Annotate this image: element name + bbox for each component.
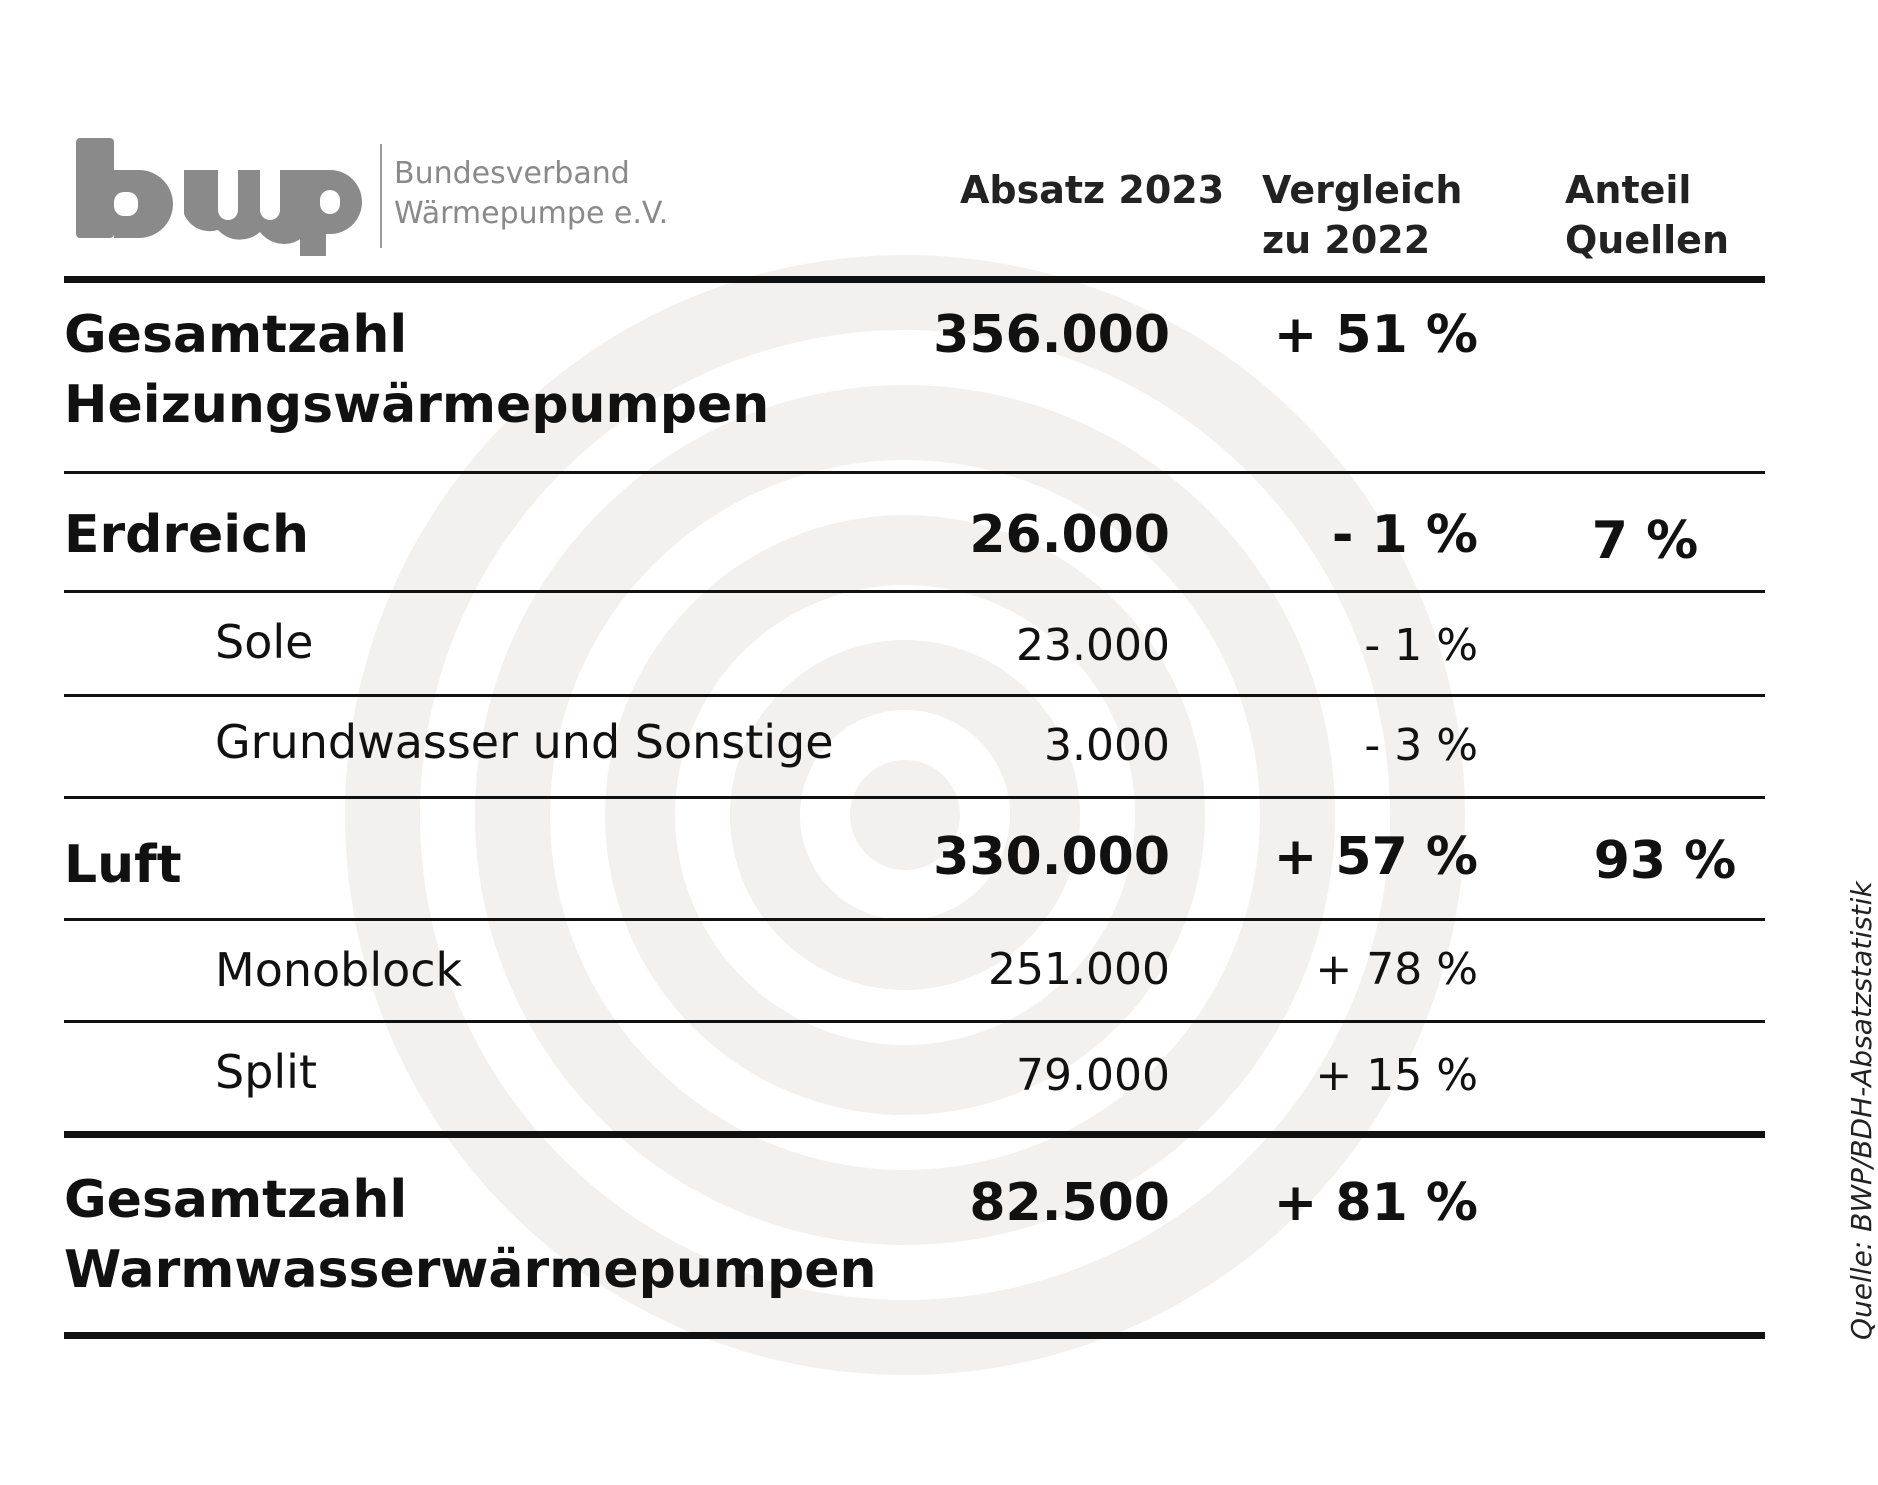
rule-after-total-heating <box>64 471 1765 474</box>
row-split-change: + 15 % <box>1315 1050 1478 1101</box>
row-sole-sales: 23.000 <box>1016 620 1170 671</box>
row-total-hotwater-label-line2: Warmwasserwärmepumpen <box>64 1240 877 1300</box>
header-comparison-line1: Vergleich <box>1262 168 1463 212</box>
row-split-sales: 79.000 <box>1016 1050 1170 1101</box>
row-sole-change: - 1 % <box>1364 620 1478 671</box>
rule-after-grundwasser <box>64 796 1765 799</box>
logo-line1: Bundesverband <box>394 156 630 191</box>
row-luft-label: Luft <box>64 835 182 895</box>
header-comparison-line2: zu 2022 <box>1262 218 1431 262</box>
row-luft-change: + 57 % <box>1273 827 1478 887</box>
row-grundwasser-change: - 3 % <box>1364 720 1478 771</box>
row-sole-label: Sole <box>215 615 314 669</box>
row-monoblock-change: + 78 % <box>1315 944 1478 995</box>
rule-after-erdreich <box>64 590 1765 593</box>
header-comparison <box>1262 165 1462 265</box>
rule-after-sole <box>64 694 1765 697</box>
logo-line2: Wärmepumpe e.V. <box>394 196 669 231</box>
header-share <box>1565 165 1729 265</box>
header-share-line1: Anteil <box>1565 168 1692 212</box>
row-total-heating-label <box>64 300 769 440</box>
row-total-hotwater-label <box>64 1165 877 1305</box>
row-erdreich-share: 7 % <box>1591 511 1699 571</box>
row-total-hotwater-change: + 81 % <box>1273 1173 1478 1233</box>
rule-top <box>64 276 1765 283</box>
bwp-logo-p <box>296 130 366 260</box>
row-total-heating-sales: 356.000 <box>933 305 1170 365</box>
row-total-heating-label-line2: Heizungswärmepumpen <box>64 375 770 435</box>
row-erdreich-change: - 1 % <box>1331 505 1478 565</box>
logo-divider <box>380 144 382 248</box>
row-total-hotwater-sales: 82.500 <box>969 1173 1170 1233</box>
row-monoblock-sales: 251.000 <box>988 944 1170 995</box>
row-monoblock-label: Monoblock <box>215 943 463 997</box>
row-luft-sales: 330.000 <box>933 827 1170 887</box>
header-share-line2: Quellen <box>1565 218 1730 262</box>
rule-bottom <box>64 1332 1765 1339</box>
rule-after-luft <box>64 918 1765 921</box>
source-note: Quelle: BWP/BDH-Absatzstatistik <box>1845 881 1878 1340</box>
row-split-label: Split <box>215 1045 317 1099</box>
row-total-heating-label-line1: Gesamtzahl <box>64 305 408 365</box>
rule-after-split <box>64 1131 1765 1138</box>
header-sales: Absatz 2023 <box>960 168 1225 212</box>
logo-text <box>394 154 694 234</box>
row-grundwasser-sales: 3.000 <box>1044 720 1170 771</box>
row-erdreich-sales: 26.000 <box>969 505 1170 565</box>
rule-after-monoblock <box>64 1020 1765 1023</box>
row-luft-share: 93 % <box>1593 831 1737 891</box>
row-grundwasser-label: Grundwasser und Sonstige <box>215 715 834 769</box>
row-total-hotwater-label-line1: Gesamtzahl <box>64 1170 408 1230</box>
row-total-heating-change: + 51 % <box>1273 305 1478 365</box>
row-erdreich-label: Erdreich <box>64 505 309 565</box>
